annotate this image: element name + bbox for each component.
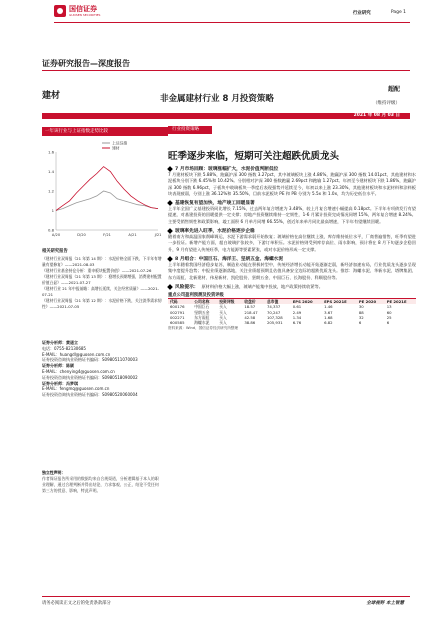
page-number: Page 1 [390,10,406,15]
independence-statement [42,470,162,494]
section-heading: 玻璃率先进入旺季，水泥价格逐步企稳 [168,228,416,234]
table-row: 002271 东方雨虹 买入 42.58 107,328 1.34 1.68 32 25 [170,315,392,321]
table-header-row: 代码 公司名称 投资评级 收盘价 总市值 EPS 2020 EPS 2021E PE 2020 PE 2021E [168,299,416,304]
analyst-line: 证券分析师：陈颖 [42,363,74,369]
section-text: 7 月建材板块下跌 5.88%，跑赢沪深 300 指数 3.27pct，其中玻璃板块上涨 4.86%，跑赢沪深 300 指数 14.01pct，其他建材和水泥板块分别下跌 6.45%和 10.42%。分别相对沪深 300 指数跑赢 2.69pct 和跑输 1.27pct。年初至今建材板块下跌 1.86%，跑赢沪深 300 指数 6.96pct，子板块中玻璃板块一季度后表现强势并延续至今，年初以来上涨 23.30%，其他建材板块和水泥材料和涂料板块表现疲弱，分别上涨 36.12%和 35.50%，目前水泥板块 PE 和 PB 分别为 5.5x 和 1.0x，均为历史低位水平。 [168,172,417,196]
rating: 超配 [387,86,400,93]
related-item[interactable]: 《建材行业 21 年中报前瞻：高增长延续，关注经营质量》——2021-07-21 [42,286,159,297]
section-heading: 风险提示： 原材料价格大幅上涨，玻璃产能集中投放，地产政策持续收紧等。 [168,284,416,290]
report-date: 2021 年 08 月 03 日 [353,113,400,118]
report-title: 非金属建材行业 8 月投资策略 [160,94,274,104]
brand-name-en: GUOSEN SECURITIES [69,12,101,17]
chart-axes [56,152,158,230]
y-tick-label: 1 [51,207,54,213]
x-tick-label: J/21 [154,233,162,237]
brand-logo [54,4,144,18]
related-list [42,256,162,310]
forecast-table [168,299,416,325]
bullet-diamond-icon [167,256,173,262]
related-item[interactable]: 《建材行业双周报（21 年第 14 期）：水泥价格全面下跌，下半年有增量有望修复》——2021-08-03 [42,256,162,267]
bullet-diamond-icon [167,284,173,290]
related-item[interactable]: 《建材行业双周报（21 年第 12 期）：水泥价格下跌，关注淡季需求韧性》——2021-07-05 [42,298,162,309]
related-item[interactable]: 《建材行业双周报（21 年第 13 期）：稳增长预期增强，消费建材配置价值凸显》——2021-07-27 [42,274,162,285]
section-text: 随着南方和高温国家削峰调运，水泥下游需求弱开始恢复；玻璃价格在高位继续上涨，库存维持低位水平，厂商普遍惜售，旺季有望进一步验证。新增产能方面，超白玻璃扩张较多，下游订单积压。水泥价格则受到库存高位、雨水影响，预计将在 8 月下旬逐步企稳回升，9 月有望进入传统旺季，电力能源等要素紧张，或对水泥价格形成一定支撑。 [168,234,416,252]
footer-disclaimer[interactable]: 请务必阅读正文之后的免责条款部分 [42,601,111,606]
brand-name: 国信证券 [69,4,97,13]
table-row: 600585 海螺水泥 买入 38.86 205,931 6.76 6.82 6 6 [170,320,390,326]
header-meta [353,10,406,16]
doc-type-divider [42,70,410,71]
section-heading: 8 月组合：中国巨石、海洋王、坚朗五金、海螺水泥 [168,256,416,262]
doc-type: 证券研究报告—深度报告 [42,59,130,68]
footer-slogan: 全球视野 本土智慧 [366,601,404,606]
related-title: 相关研究报告 [42,249,68,254]
y-tick-label: 1.4 [47,168,54,174]
industry-label: 建材 [42,91,61,101]
x-tick-label: A/21 [128,233,137,237]
analyst-line: 证券投资咨询执业资格证书编码：S0980511070003 [42,357,138,363]
series-line [56,191,158,211]
table-source: 资料来源：Wind、国信证券经济研究所整理 [168,325,239,330]
x-tick-label: D/20 [77,233,86,237]
analyst-line: 电话：0755-82130685 [42,345,86,351]
section-heading: 7 月市场回顾：玻璃涨幅扩大，水泥价值判断低位 [168,166,416,172]
analyst-line: 证券投资咨询执业资格证书编码：S0980520060004 [42,392,138,398]
perf-chart-title: 一年该行业与上证指数走势比较 [42,127,168,136]
report-category: 行业研究 [352,11,371,16]
section-tag: 行业投资策略 [168,126,212,134]
body [168,166,416,331]
table-title: 重点公司盈利预测及投资评级 [168,292,416,299]
footer-divider [42,596,410,597]
guosen-logo-icon [54,5,66,17]
section-heading: 基建恢复有望加快，地产竣工回暖显著 [168,200,416,206]
perf-chart-svg [42,138,162,242]
legend-label: 建材 [112,145,120,151]
x-tick-label: A/20 [51,233,61,237]
analyst-line: E-MAIL：huangdl@guosen.com.cn [42,351,111,357]
x-tick-label: F/21 [103,233,111,237]
rating-note: （维持评级） [373,101,400,106]
bullet-diamond-icon [167,166,173,172]
headline: 旺季逐步来临，短期可关注超跌优质龙头 [168,151,340,162]
y-tick-label: 1.6 [47,149,54,155]
series-line [56,167,158,211]
table-row: 002791 坚朗五金 买入 218.47 70,247 2.49 3.67 88 60 [170,309,392,315]
statement-text: 作者保证报告所采用的数据均来自合规渠道，分析逻辑基于本人的职业理解，通过合理判断并得出结论，力求客观、公正，结论不受任何第三方的授意、影响，特此声明。 [42,476,159,493]
section-text: 上半年全国广义基建投资同比增长 7.15%，过去两年复合增速为 3.48%，较上月复合增速小幅提高 0.18pct。下半年专项债发行有望提速，对基建投资的回暖提供一定支撑；房地产投资继续维持一定韧性，1-6 月累计投资完成情况同增 15%，两年复合增速 8.24%。主要受销售韧性和政策影响，竣工面积 6 月单月同增 66.55%，创近年来单月同比最高增速，下半年有望继续回暖。 [168,206,416,224]
related-item[interactable]: 《建材行业基金持仓分析：重申板块配置价值》——2021-07-26 [42,268,152,273]
table-row: 600176 中国巨石 买入 18.57 74,337 0.61 1.46 30 13 [170,304,392,310]
perf-chart [42,138,162,242]
analyst-line: 证券投资咨询执业资格证书编码：S0980518090002 [42,374,138,380]
analyst-line: 证券分析师：黄道立 [42,340,78,345]
analyst-line: 证券分析师：冯梦琪 [42,380,78,386]
analyst-line: E-MAIL：chenying4@guosen.com.cn [42,368,115,374]
analyst-info [42,340,162,398]
analyst-line: E-MAIL：fengmq@guosen.com.cn [42,386,110,392]
y-tick-label: 1.2 [47,188,54,194]
statement-title: 独立性声明： [42,470,66,475]
legend-label: 上证综指 [112,140,128,146]
section-text: 上半年随着我国经济稳步复苏，制造业动能在积极转型中，传统经济增长动能开始逐渐走弱，新经济加速布局，行业优质龙头逐步呈现集中度提升趋势；中报业绩逐渐落地，关注业绩超预期且估值具备安全边际的超跌优质龙头。推荐：海螺水泥、华新水泥、塔牌集团、东方雨虹、北新建材、伟星新材、凯伦股份、坚朗五金、中国巨石、长海股份、科顺股份等。 [168,261,416,280]
header-divider [54,22,410,23]
y-tick-label: 0.8 [47,227,54,233]
